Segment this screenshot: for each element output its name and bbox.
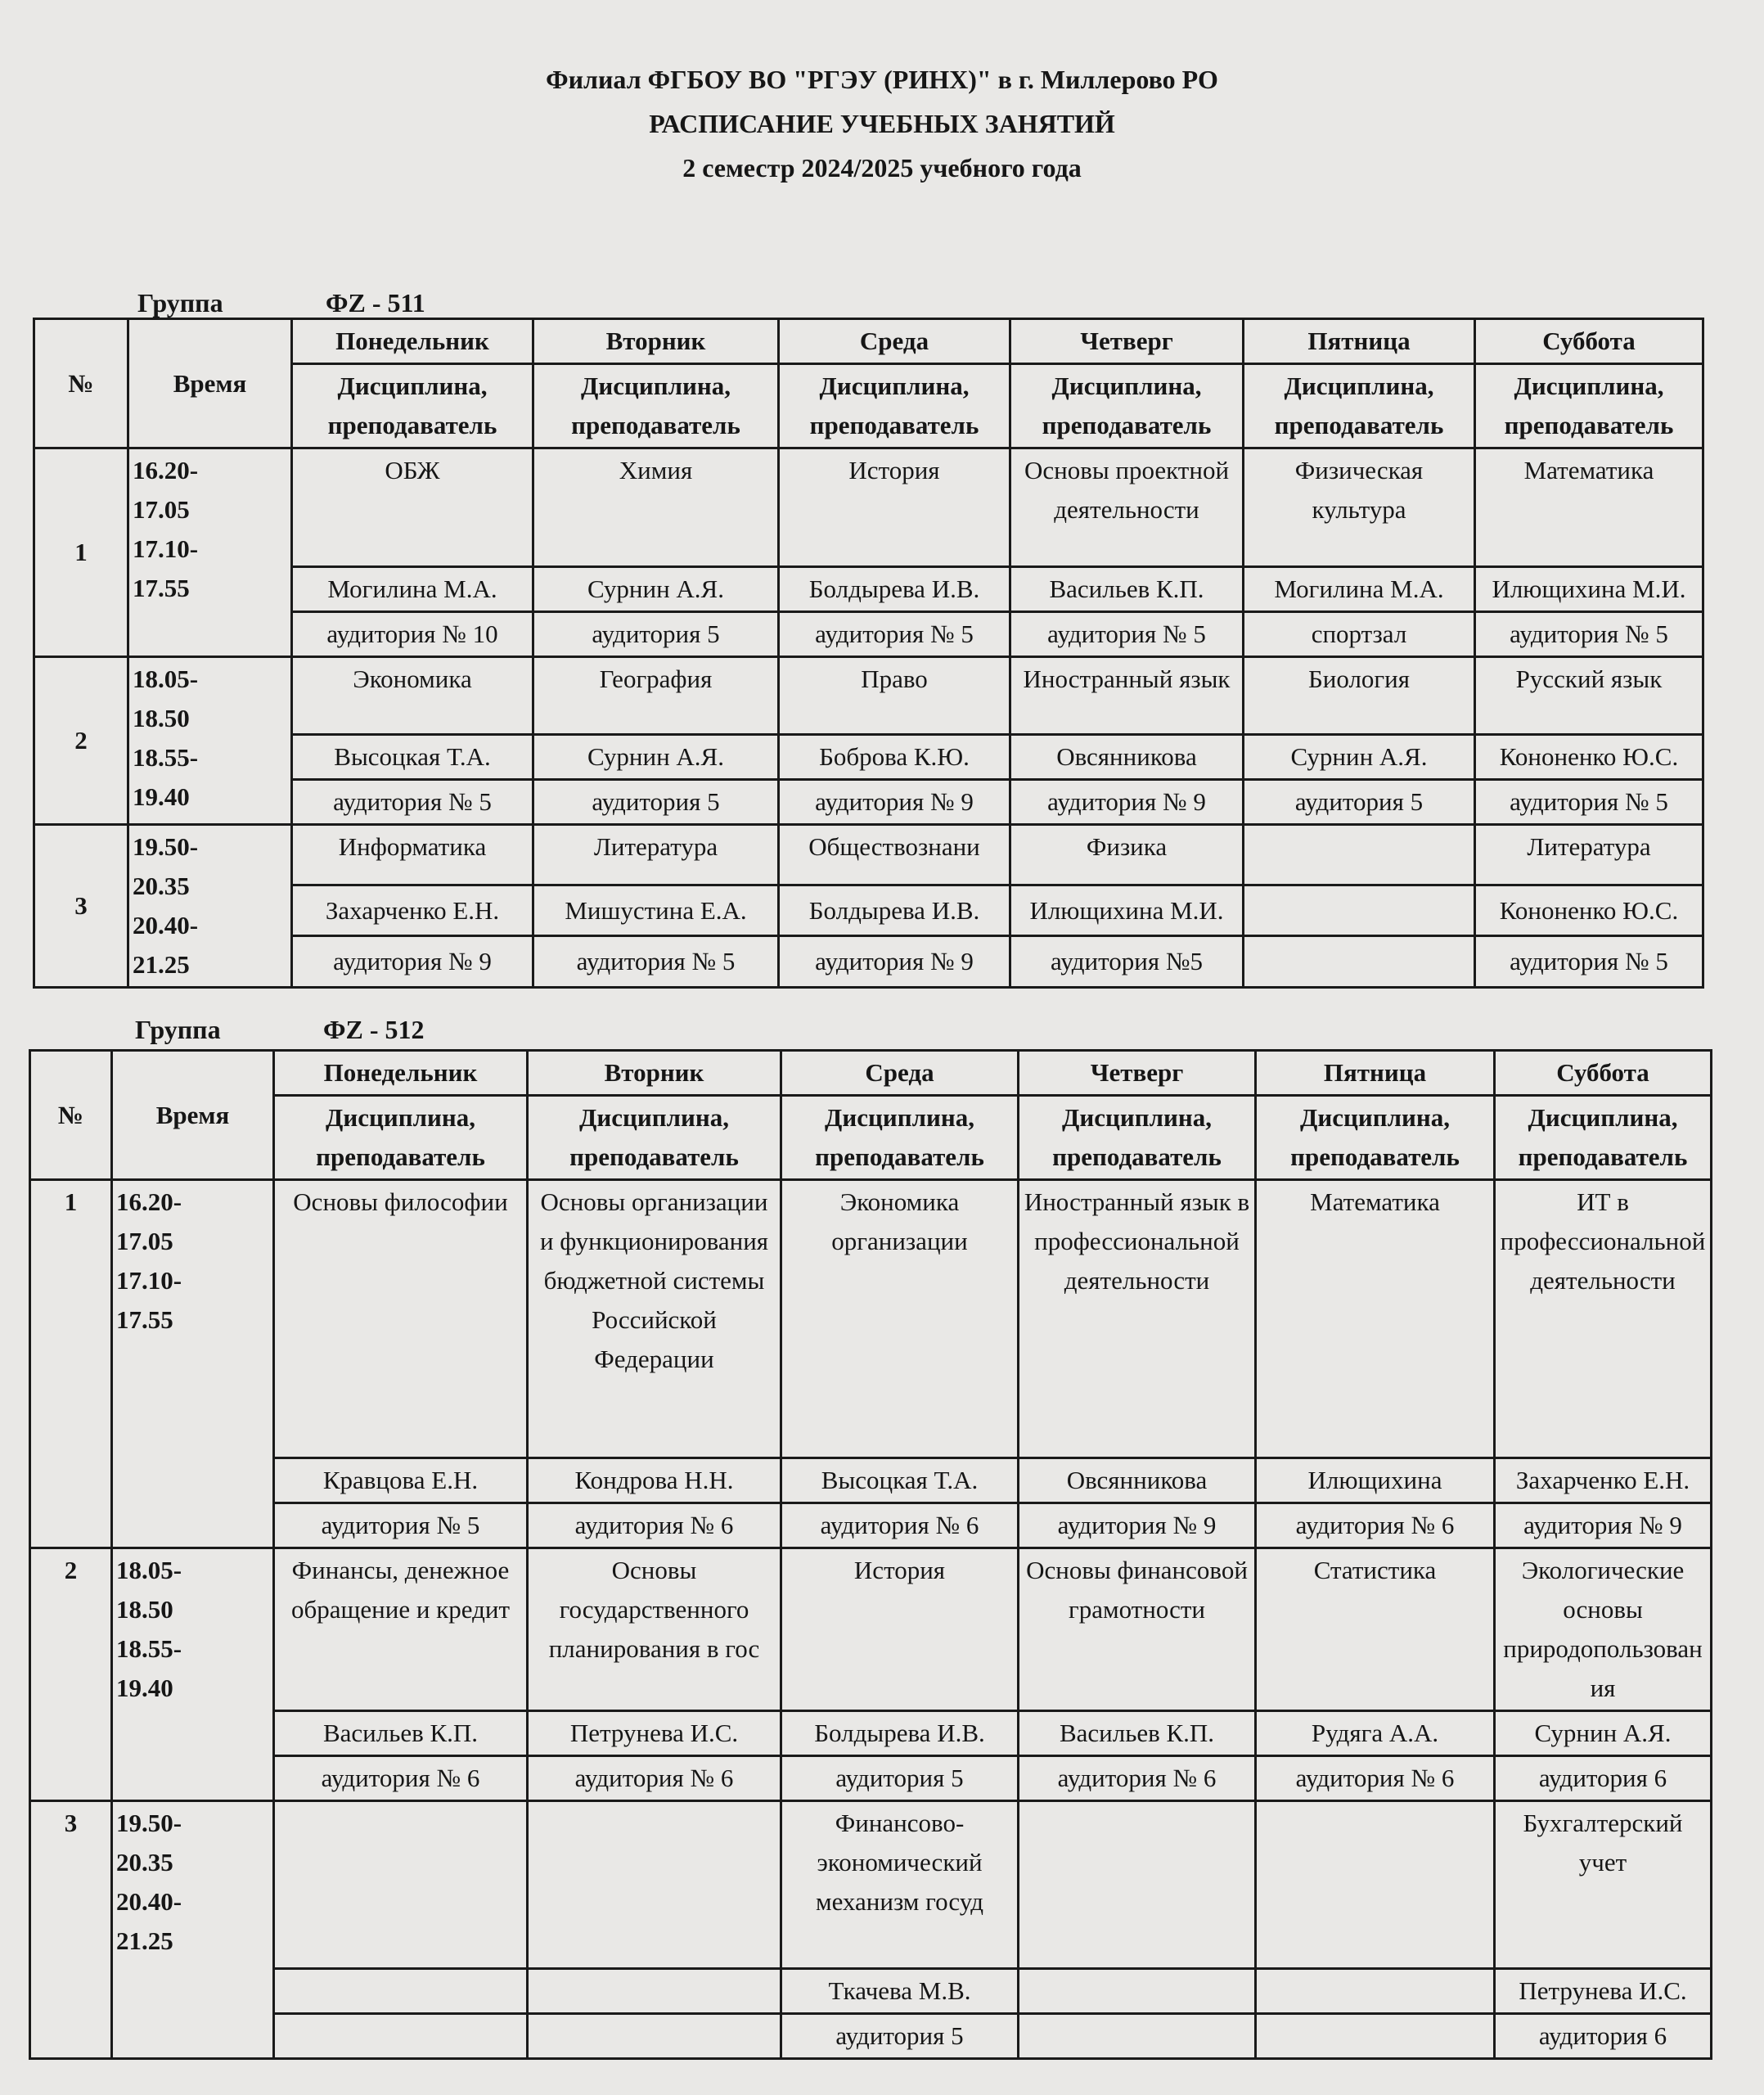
teacher-cell: Кононенко Ю.С. (1475, 735, 1703, 780)
subheader-discipline-teacher: Дисциплина, преподаватель (779, 364, 1010, 448)
subheader-discipline-teacher: Дисциплина, преподаватель (533, 364, 779, 448)
group-label-511 (137, 288, 425, 318)
room-cell: спортзал (1244, 612, 1475, 657)
subject-cell: Финансово-экономический механизм госуд (781, 1801, 1019, 1969)
subject-cell (1244, 825, 1475, 885)
teacher-cell (528, 1969, 781, 2014)
subheader-discipline-teacher: Дисциплина, преподаватель (274, 1096, 528, 1180)
teacher-cell: Сурнин А.Я. (1495, 1711, 1712, 1756)
teacher-cell: Кононенко Ю.С. (1475, 885, 1703, 936)
subject-cell (528, 1801, 781, 1969)
room-cell: аудитория № 6 (781, 1503, 1019, 1548)
room-cell: аудитория 5 (533, 612, 779, 657)
teacher-cell: Болдырева И.В. (779, 885, 1010, 936)
room-cell: аудитория № 5 (292, 780, 533, 825)
room-cell (528, 2014, 781, 2059)
teacher-cell: Васильев К.П. (274, 1711, 528, 1756)
subheader-discipline-teacher: Дисциплина, преподаватель (1010, 364, 1244, 448)
institution-title: Филиал ФГБОУ ВО "РГЭУ (РИНХ)" в г. Миллерово РО (546, 65, 1218, 94)
teacher-cell: Захарченко Е.Н. (1495, 1458, 1712, 1503)
subject-cell (1019, 1801, 1256, 1969)
subheader-discipline-teacher: Дисциплина, преподаватель (1256, 1096, 1495, 1180)
teacher-cell: Болдырева И.В. (781, 1711, 1019, 1756)
teacher-cell: Ткачева М.В. (781, 1969, 1019, 2014)
day-header: Четверг (1010, 319, 1244, 364)
schedule-table-512 (29, 1049, 1712, 2060)
pair-time: 16.20- 17.05 17.10- 17.55 (112, 1180, 274, 1548)
subject-cell: Экологические основы природопользования (1495, 1548, 1712, 1711)
subject-cell: Основы проектной деятельности (1010, 448, 1244, 567)
teacher-cell: Сурнин А.Я. (533, 567, 779, 612)
subheader-discipline-teacher: Дисциплина, преподаватель (528, 1096, 781, 1180)
teacher-cell: Болдырева И.В. (779, 567, 1010, 612)
room-cell: аудитория № 6 (1256, 1503, 1495, 1548)
pair-time: 18.05- 18.50 18.55- 19.40 (128, 657, 292, 825)
schedule-title: РАСПИСАНИЕ УЧЕБНЫХ ЗАНЯТИЙ (649, 109, 1115, 138)
subject-cell: Основы философии (274, 1180, 528, 1458)
subject-cell: Химия (533, 448, 779, 567)
room-cell: аудитория 5 (781, 2014, 1019, 2059)
subject-cell: Физическая культура (1244, 448, 1475, 567)
subject-cell: Литература (1475, 825, 1703, 885)
subheader-discipline-teacher: Дисциплина, преподаватель (1495, 1096, 1712, 1180)
subject-cell: Статистика (1256, 1548, 1495, 1711)
room-cell: аудитория № 5 (1010, 612, 1244, 657)
subject-cell: Математика (1475, 448, 1703, 567)
subject-cell: Информатика (292, 825, 533, 885)
room-cell (1244, 936, 1475, 988)
group-word: Группа (135, 1015, 221, 1044)
teacher-cell: Боброва К.Ю. (779, 735, 1010, 780)
day-header: Четверг (1019, 1051, 1256, 1096)
day-header: Вторник (533, 319, 779, 364)
group-label-512 (135, 1015, 424, 1045)
subject-cell: История (779, 448, 1010, 567)
teacher-cell (274, 1969, 528, 2014)
room-cell: аудитория № 5 (1475, 936, 1703, 988)
subject-cell (1256, 1801, 1495, 1969)
teacher-cell: Мишустина Е.А. (533, 885, 779, 936)
subheader-discipline-teacher: Дисциплина, преподаватель (292, 364, 533, 448)
column-header-num: № (34, 319, 128, 448)
subject-cell: Обществознани (779, 825, 1010, 885)
day-header: Среда (779, 319, 1010, 364)
subject-cell: Русский язык (1475, 657, 1703, 735)
room-cell: аудитория № 5 (533, 936, 779, 988)
teacher-cell: Петрунева И.С. (1495, 1969, 1712, 2014)
room-cell: аудитория № 9 (1010, 780, 1244, 825)
room-cell: аудитория № 5 (1475, 612, 1703, 657)
subject-cell: Экономика организации (781, 1180, 1019, 1458)
room-cell (274, 2014, 528, 2059)
room-cell: аудитория № 10 (292, 612, 533, 657)
teacher-cell: Васильев К.П. (1010, 567, 1244, 612)
subject-cell (274, 1801, 528, 1969)
room-cell: аудитория №5 (1010, 936, 1244, 988)
teacher-cell: Илющихина М.И. (1010, 885, 1244, 936)
teacher-cell: Могилина М.А. (1244, 567, 1475, 612)
subject-cell: Экономика (292, 657, 533, 735)
room-cell: аудитория № 9 (779, 936, 1010, 988)
subject-cell: Основы организации и функционирования бюджетной системы Российской Федерации (528, 1180, 781, 1458)
pair-time: 19.50- 20.35 20.40- 21.25 (128, 825, 292, 988)
room-cell (1256, 2014, 1495, 2059)
room-cell: аудитория № 9 (292, 936, 533, 988)
subject-cell: Основы государственного планирования в гос (528, 1548, 781, 1711)
room-cell (1019, 2014, 1256, 2059)
document-header (0, 57, 1764, 190)
subject-cell: Математика (1256, 1180, 1495, 1458)
room-cell: аудитория 5 (533, 780, 779, 825)
column-header-time: Время (128, 319, 292, 448)
teacher-cell (1019, 1969, 1256, 2014)
room-cell: аудитория 5 (781, 1756, 1019, 1801)
subject-cell: Биология (1244, 657, 1475, 735)
subject-cell: Бухгалтерский учет (1495, 1801, 1712, 1969)
room-cell: аудитория 6 (1495, 1756, 1712, 1801)
pair-number: 2 (34, 657, 128, 825)
teacher-cell: Высоцкая Т.А. (292, 735, 533, 780)
room-cell: аудитория № 5 (779, 612, 1010, 657)
pair-number: 1 (34, 448, 128, 657)
subject-cell: Физика (1010, 825, 1244, 885)
subheader-discipline-teacher: Дисциплина, преподаватель (1244, 364, 1475, 448)
room-cell: аудитория 5 (1244, 780, 1475, 825)
day-header: Понедельник (292, 319, 533, 364)
teacher-cell: Овсянникова (1019, 1458, 1256, 1503)
column-header-time: Время (112, 1051, 274, 1180)
day-header: Суббота (1495, 1051, 1712, 1096)
column-header-num: № (30, 1051, 112, 1180)
day-header: Суббота (1475, 319, 1703, 364)
group-name: ФZ - 512 (323, 1015, 425, 1044)
subject-cell: Основы финансовой грамотности (1019, 1548, 1256, 1711)
semester-title: 2 семестр 2024/2025 учебного года (682, 153, 1082, 182)
pair-number: 3 (30, 1801, 112, 2059)
room-cell: аудитория 6 (1495, 2014, 1712, 2059)
teacher-cell: Васильев К.П. (1019, 1711, 1256, 1756)
subject-cell: Финансы, денежное обращение и кредит (274, 1548, 528, 1711)
room-cell: аудитория № 6 (528, 1756, 781, 1801)
subject-cell: Иностранный язык в профессиональной деятельности (1019, 1180, 1256, 1458)
pair-number: 1 (30, 1180, 112, 1548)
group-word: Группа (137, 288, 223, 318)
subheader-discipline-teacher: Дисциплина, преподаватель (1019, 1096, 1256, 1180)
day-header: Пятница (1244, 319, 1475, 364)
room-cell: аудитория № 9 (779, 780, 1010, 825)
teacher-cell: Рудяга А.А. (1256, 1711, 1495, 1756)
pair-time: 19.50- 20.35 20.40- 21.25 (112, 1801, 274, 2059)
teacher-cell: Могилина М.А. (292, 567, 533, 612)
subject-cell: ОБЖ (292, 448, 533, 567)
room-cell: аудитория № 6 (1019, 1756, 1256, 1801)
day-header: Среда (781, 1051, 1019, 1096)
schedule-table-511 (33, 318, 1704, 989)
teacher-cell: Кондрова Н.Н. (528, 1458, 781, 1503)
room-cell: аудитория № 6 (528, 1503, 781, 1548)
pair-time: 18.05- 18.50 18.55- 19.40 (112, 1548, 274, 1801)
subject-cell: Литература (533, 825, 779, 885)
teacher-cell: Петрунева И.С. (528, 1711, 781, 1756)
pair-number: 3 (34, 825, 128, 988)
teacher-cell (1256, 1969, 1495, 2014)
teacher-cell: Высоцкая Т.А. (781, 1458, 1019, 1503)
subject-cell: Иностранный язык (1010, 657, 1244, 735)
teacher-cell: Овсянникова (1010, 735, 1244, 780)
teacher-cell: Кравцова Е.Н. (274, 1458, 528, 1503)
day-header: Пятница (1256, 1051, 1495, 1096)
group-name: ФZ - 511 (326, 288, 425, 318)
room-cell: аудитория № 9 (1019, 1503, 1256, 1548)
subheader-discipline-teacher: Дисциплина, преподаватель (781, 1096, 1019, 1180)
room-cell: аудитория № 5 (274, 1503, 528, 1548)
subject-cell: География (533, 657, 779, 735)
room-cell: аудитория № 6 (274, 1756, 528, 1801)
subject-cell: Право (779, 657, 1010, 735)
pair-time: 16.20- 17.05 17.10- 17.55 (128, 448, 292, 657)
teacher-cell (1244, 885, 1475, 936)
day-header: Понедельник (274, 1051, 528, 1096)
teacher-cell: Илющихина М.И. (1475, 567, 1703, 612)
room-cell: аудитория № 9 (1495, 1503, 1712, 1548)
subject-cell: ИТ в профессиональной деятельности (1495, 1180, 1712, 1458)
day-header: Вторник (528, 1051, 781, 1096)
subheader-discipline-teacher: Дисциплина, преподаватель (1475, 364, 1703, 448)
pair-number: 2 (30, 1548, 112, 1801)
teacher-cell: Захарченко Е.Н. (292, 885, 533, 936)
room-cell: аудитория № 6 (1256, 1756, 1495, 1801)
teacher-cell: Сурнин А.Я. (533, 735, 779, 780)
room-cell: аудитория № 5 (1475, 780, 1703, 825)
teacher-cell: Сурнин А.Я. (1244, 735, 1475, 780)
teacher-cell: Илющихина (1256, 1458, 1495, 1503)
subject-cell: История (781, 1548, 1019, 1711)
